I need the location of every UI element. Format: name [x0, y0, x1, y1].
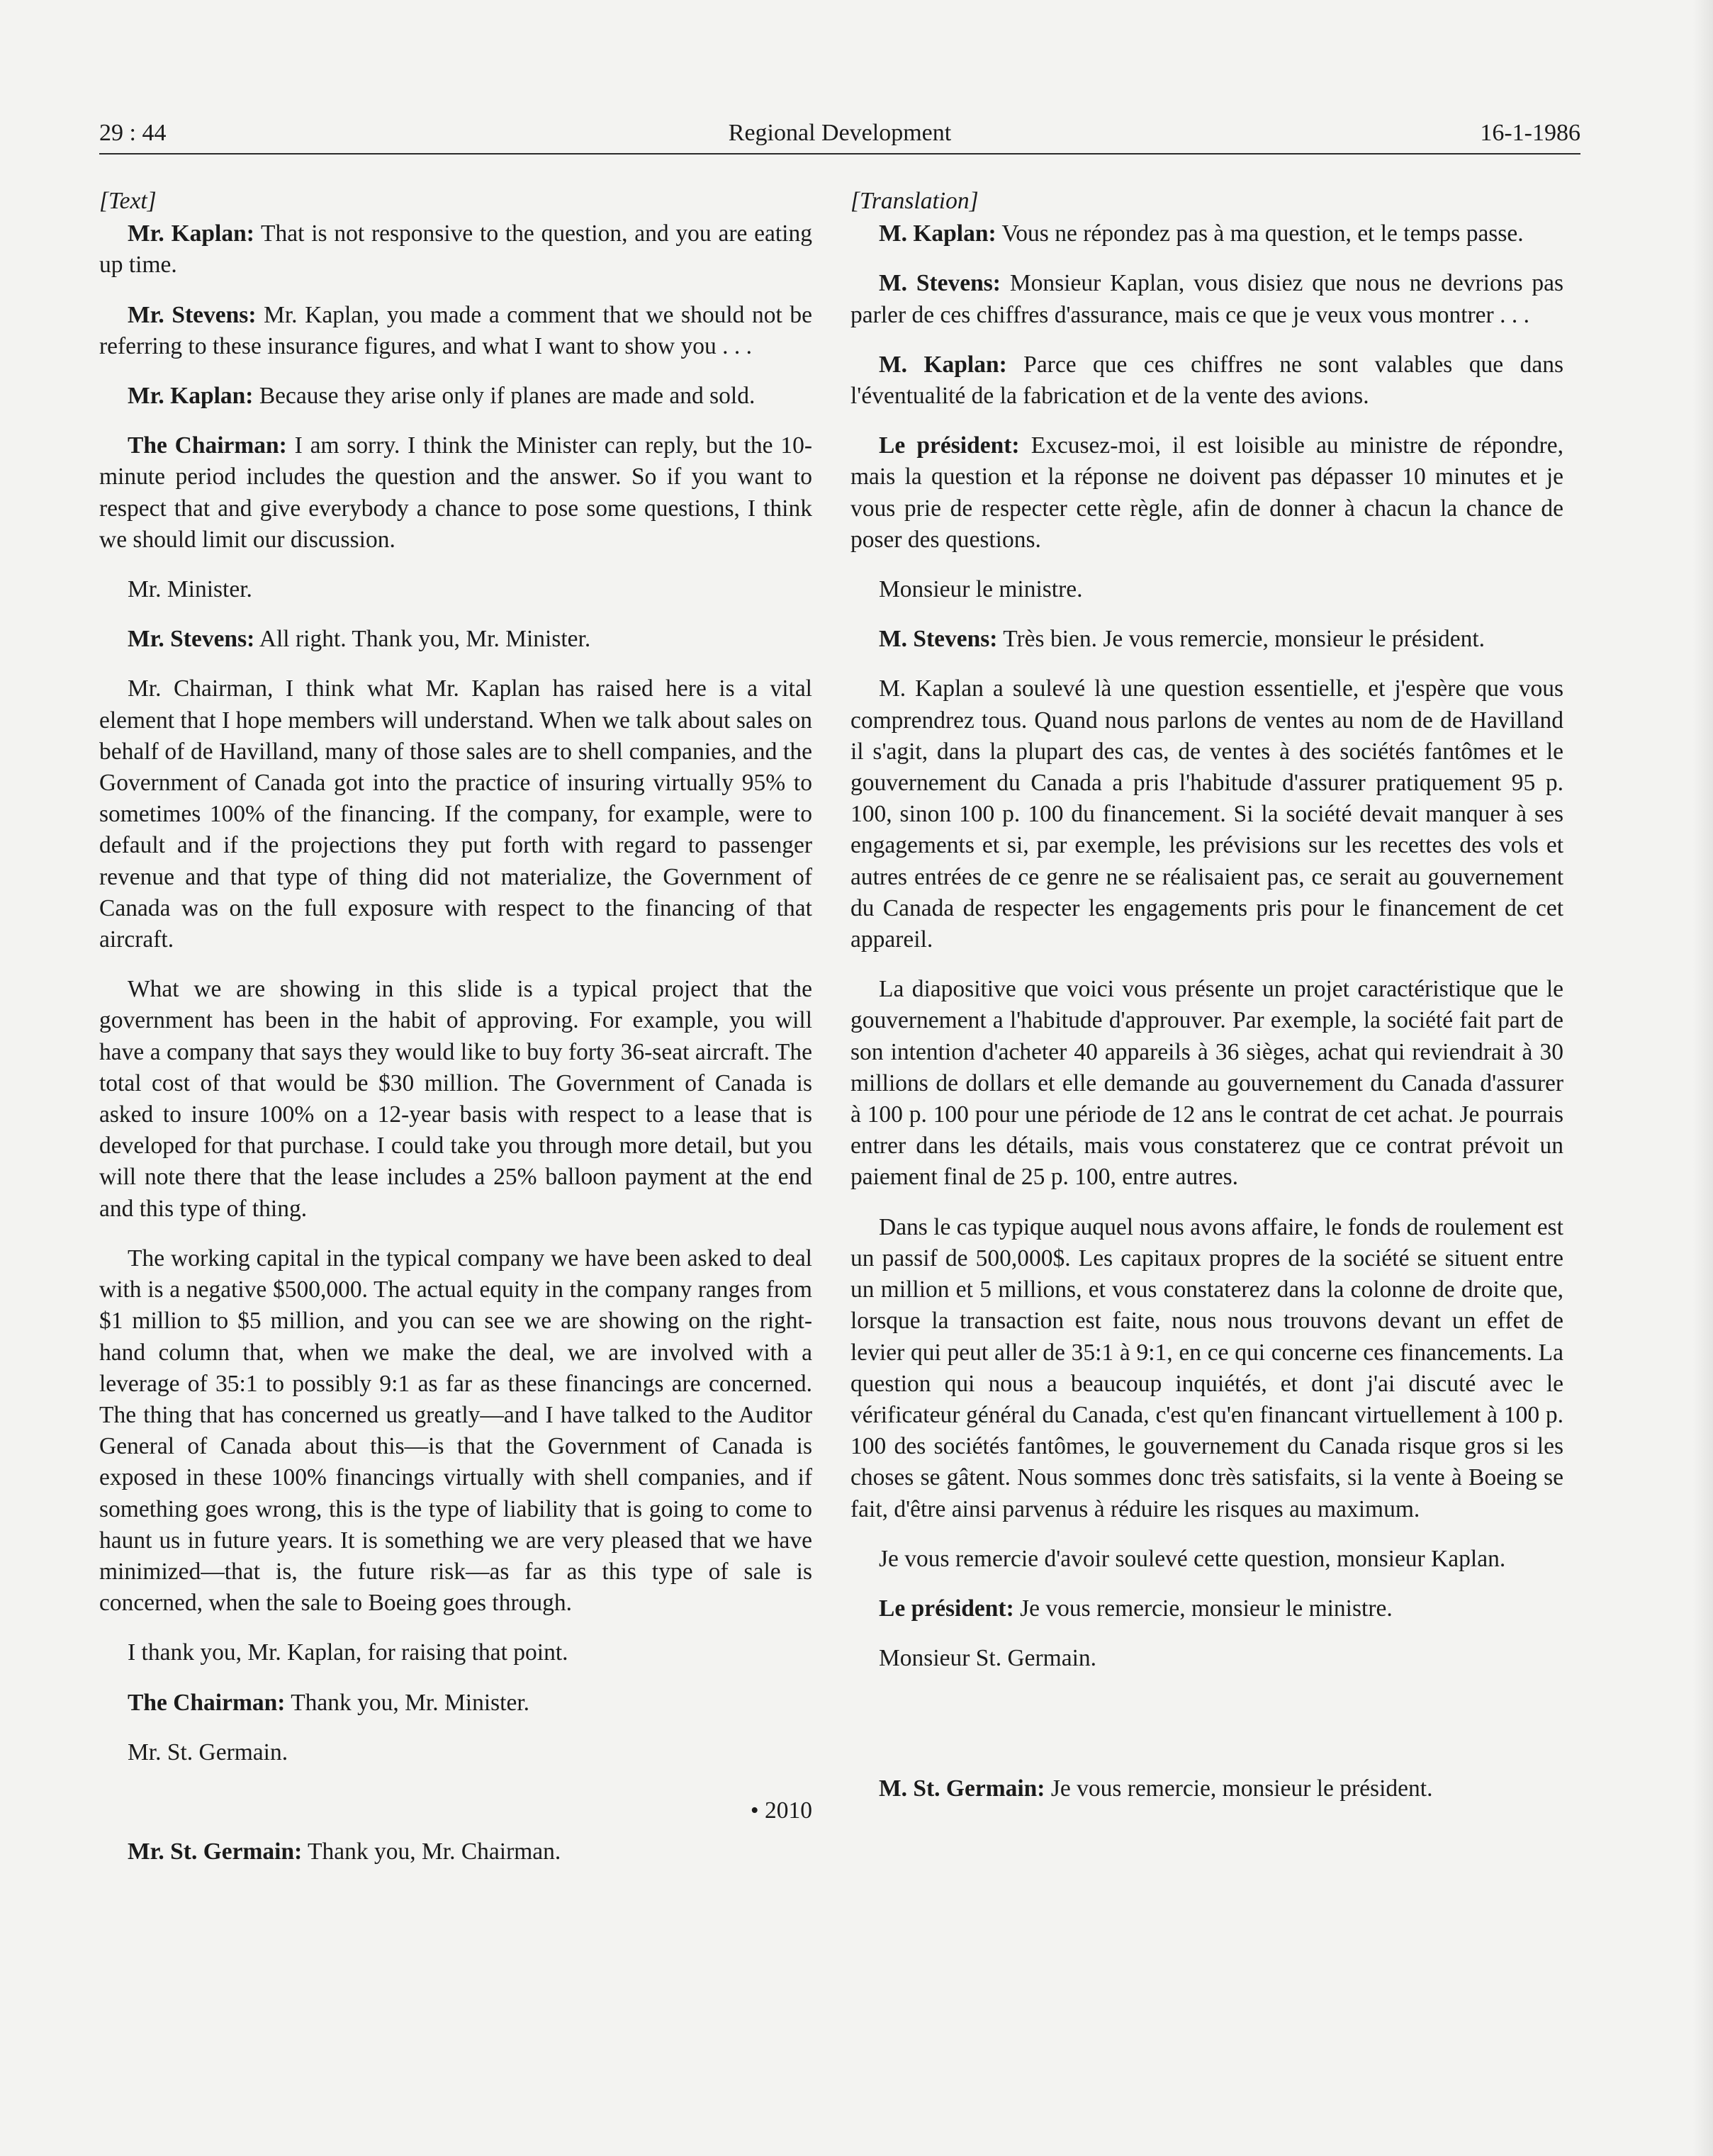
closing-paragraph: [850, 1773, 1563, 1804]
transcript-paragraph: [850, 624, 1563, 655]
paragraph-text: What we are showing in this slide is a typical project that the government has been in the habit of approving. For example, you will have a company that says they would like to buy forty 36-seat aircraft. The total cost of that would be $30 million. The Government of Canada is asked to insure 100% on a 12-year basis with respect to a lease that is developed for that purchase. I could take you through more detail, but you will note there that the lease includes a 25% balloon payment at the end and this type of thing.: [99, 976, 812, 1222]
paragraph-text: I am sorry. I think the Minister can reply, but the 10-minute period includes the question and the answer. So if you want to respect that and give everybody a chance to pose some questions, I think we should limit our discussion.: [99, 432, 812, 553]
transcript-paragraph: [99, 1243, 812, 1619]
paragraph-text: Excusez-moi, il est loisible au ministre de répondre, mais la question et la réponse ne doivent pas dépasser 10 minutes et je vous prie de respecter cette règle, afin de donner à chacun la chance de poser des questions.: [850, 432, 1563, 553]
speaker-name: M. St. Germain:: [879, 1775, 1045, 1802]
paragraph-text: Je vous remercie, monsieur le président.: [1045, 1775, 1433, 1802]
paragraph-text: Mr. St. Germain.: [128, 1739, 288, 1765]
paragraph-text: Monsieur le ministre.: [879, 576, 1083, 603]
english-column: [99, 186, 812, 1886]
speaker-name: Le président:: [879, 432, 1020, 459]
transcript-paragraph: [99, 218, 812, 281]
transcript-paragraph: [99, 1637, 812, 1668]
speaker-name: Mr. Kaplan:: [128, 383, 254, 410]
transcript-paragraph: [99, 624, 812, 655]
transcript-paragraph: [850, 430, 1563, 556]
paragraph-text: Mr. Minister.: [128, 576, 252, 603]
paragraph-text: Je vous remercie, monsieur le ministre.: [1013, 1595, 1393, 1622]
transcript-paragraph: [850, 1593, 1563, 1624]
speaker-name: M. Stevens:: [879, 626, 998, 653]
transcript-paragraph: [850, 974, 1563, 1193]
header-date: 16-1-1986: [1480, 120, 1580, 146]
paragraph-text: I thank you, Mr. Kaplan, for raising that point.: [128, 1639, 568, 1666]
header-title: Regional Development: [728, 120, 952, 146]
paragraph-text: That is not responsive to the question, and you are eating up time.: [99, 220, 812, 279]
transcript-paragraph: [99, 673, 812, 955]
paragraph-text: Thank you, Mr. Chairman.: [302, 1838, 561, 1865]
transcript-paragraph: [850, 1643, 1563, 1674]
paragraph-text: Monsieur St. Germain.: [879, 1645, 1097, 1672]
speaker-name: Le président:: [879, 1595, 1014, 1622]
page-header: [99, 118, 1580, 155]
transcript-paragraph: [850, 673, 1563, 955]
transcript-paragraph: [850, 218, 1563, 249]
paragraph-text: Mr. Chairman, I think what Mr. Kaplan has raised here is a vital element that I hope members will understand. When we talk about sales on behalf of de Havilland, many of those sales are to shell companies, and the Government of Canada got into the practice of insuring virtually 95% to sometimes 100% of the financing. If the company, for example, were to default and if the projections they put forth with regard to passenger revenue and that type of thing did not materialize, the Government of Canada was on the full exposure with respect to the financing of that aircraft.: [99, 675, 812, 953]
closing-paragraph: [99, 1836, 812, 1868]
transcript-paragraph: [99, 381, 812, 412]
page-number: 29 : 44: [99, 120, 167, 146]
speaker-name: The Chairman:: [128, 1689, 286, 1716]
french-paragraphs: [850, 218, 1563, 1674]
speaker-name: The Chairman:: [128, 432, 287, 459]
paragraph-text: Monsieur Kaplan, vous disiez que nous ne devrions pas parler de ces chiffres d'assurance, mais ce que je veux vous montrer . . .: [850, 270, 1564, 328]
transcript-paragraph: [850, 1544, 1563, 1575]
speaker-name: M. Kaplan:: [879, 220, 996, 247]
speaker-name: Mr. Stevens:: [128, 626, 255, 653]
paragraph-text: La diapositive que voici vous présente un projet caractéristique que le gouvernement a l'habitude d'approuver. Par exemple, la société fait part de son intention d'acheter 40 appareils à 36 sièges, achat qui reviendrait à 30 millions de dollars et elle demande au gouvernement du Canada d'assurer à 100 p. 100 pour une période de 12 ans le contrat de cet achat. Je pourrais entrer dans les détails, mais vous constaterez que ce contrat prévoit un paiement final de 25 p. 100, entre autres.: [850, 976, 1563, 1191]
paragraph-text: Parce que ces chiffres ne sont valables que dans l'éventualité de la fabrication et de la vente des avions.: [850, 351, 1563, 410]
transcript-paragraph: [99, 1688, 812, 1719]
transcript-paragraph: [850, 349, 1563, 412]
paragraph-text: Mr. Kaplan, you made a comment that we should not be referring to these insurance figures, and what I want to show you . . .: [99, 301, 812, 359]
paragraph-text: Je vous remercie d'avoir soulevé cette question, monsieur Kaplan.: [879, 1545, 1506, 1572]
paragraph-text: Thank you, Mr. Minister.: [285, 1689, 530, 1716]
column-label: [Text]: [99, 188, 157, 214]
paragraph-text: Dans le cas typique auquel nous avons affaire, le fonds de roulement est un passif de 500,000$. Les capitaux propres de la société se situent entre un million et 5 millions, et vous constaterez dans la colonne de droite que, lorsque la transaction est faite, nous nous trouvons devant un effet de levier qui peut aller de 35:1 à 9:1, en ce qui concerne ces financements. La question qui nous a beaucoup inquiétés, et dont j'ai discuté avec le vérificateur général du Canada, c'est qu'en financant virtuellement à 100 p. 100 des sociétés fantômes, le gouvernement du Canada risque gros si les choses se gâtent. Nous sommes donc très satisfaits, si la vente à Boeing se fait, d'être ainsi parvenus à réduire les risques au maximum.: [850, 1213, 1563, 1522]
transcript-paragraph: [99, 574, 812, 605]
speaker-name: Mr. Kaplan:: [128, 220, 254, 247]
paragraph-text: Vous ne répondez pas à ma question, et le temps passe.: [996, 220, 1524, 247]
transcript-paragraph: [850, 268, 1563, 330]
paragraph-text: M. Kaplan a soulevé là une question essentielle, et j'espère que vous comprendrez tous. Quand nous parlons de ventes au nom de de Havilland il s'agit, dans la plupart des cas, de ventes à des sociétés fantômes et le gouvernement du Canada a pris l'habitude d'assurer pratiquement 95 p. 100, sinon 100 p. 100 du financement. Si la société devait manquer à ses engagements et si, par exemple, les prévisions sur les recettes des vols et autres entrées de ce genre ne se réalisaient pas, ce serait au gouvernement du Canada de respecter les engagements pris pour le financement de cet appareil.: [850, 675, 1563, 953]
transcript-paragraph: [850, 1212, 1563, 1525]
paragraph-text: All right. Thank you, Mr. Minister.: [254, 626, 591, 653]
paragraph-text: Très bien. Je vous remercie, monsieur le président.: [997, 626, 1485, 653]
time-marker: • 2010: [750, 1797, 812, 1824]
header-rule: [99, 153, 1580, 155]
column-label: [Translation]: [850, 188, 979, 214]
page-edge: [1693, 0, 1713, 2156]
speaker-name: M. Stevens:: [879, 270, 1001, 297]
transcript-paragraph: [850, 574, 1563, 605]
paragraph-text: The working capital in the typical company we have been asked to deal with is a negative $500,000. The actual equity in the company ranges from $1 million to $5 million, and you can see we are showing on the right-hand column that, when we make the deal, we are involved with a leverage of 35:1 to possibly 9:1 as far as these financings are concerned. The thing that has concerned us greatly—and I have talked to the Auditor General of Canada about this—is that the Government of Canada is exposed in these 100% financings virtually with shell companies, and if something goes wrong, this is the type of liability that is going to come to haunt us in future years. It is something we are very pleased that we have minimized—that is, the future risk—as far as this type of sale is concerned, when the sale to Boeing goes through.: [99, 1245, 812, 1617]
transcript-paragraph: [99, 430, 812, 556]
speaker-name: M. Kaplan:: [879, 351, 1007, 378]
english-paragraphs: [99, 218, 812, 1768]
transcript-paragraph: [99, 300, 812, 362]
transcript-paragraph: [99, 1737, 812, 1768]
transcript-paragraph: [99, 974, 812, 1225]
speaker-name: Mr. Stevens:: [128, 301, 257, 328]
paragraph-text: Because they arise only if planes are made and sold.: [253, 383, 756, 410]
speaker-name: Mr. St. Germain:: [128, 1838, 303, 1865]
french-column: [850, 186, 1563, 1824]
